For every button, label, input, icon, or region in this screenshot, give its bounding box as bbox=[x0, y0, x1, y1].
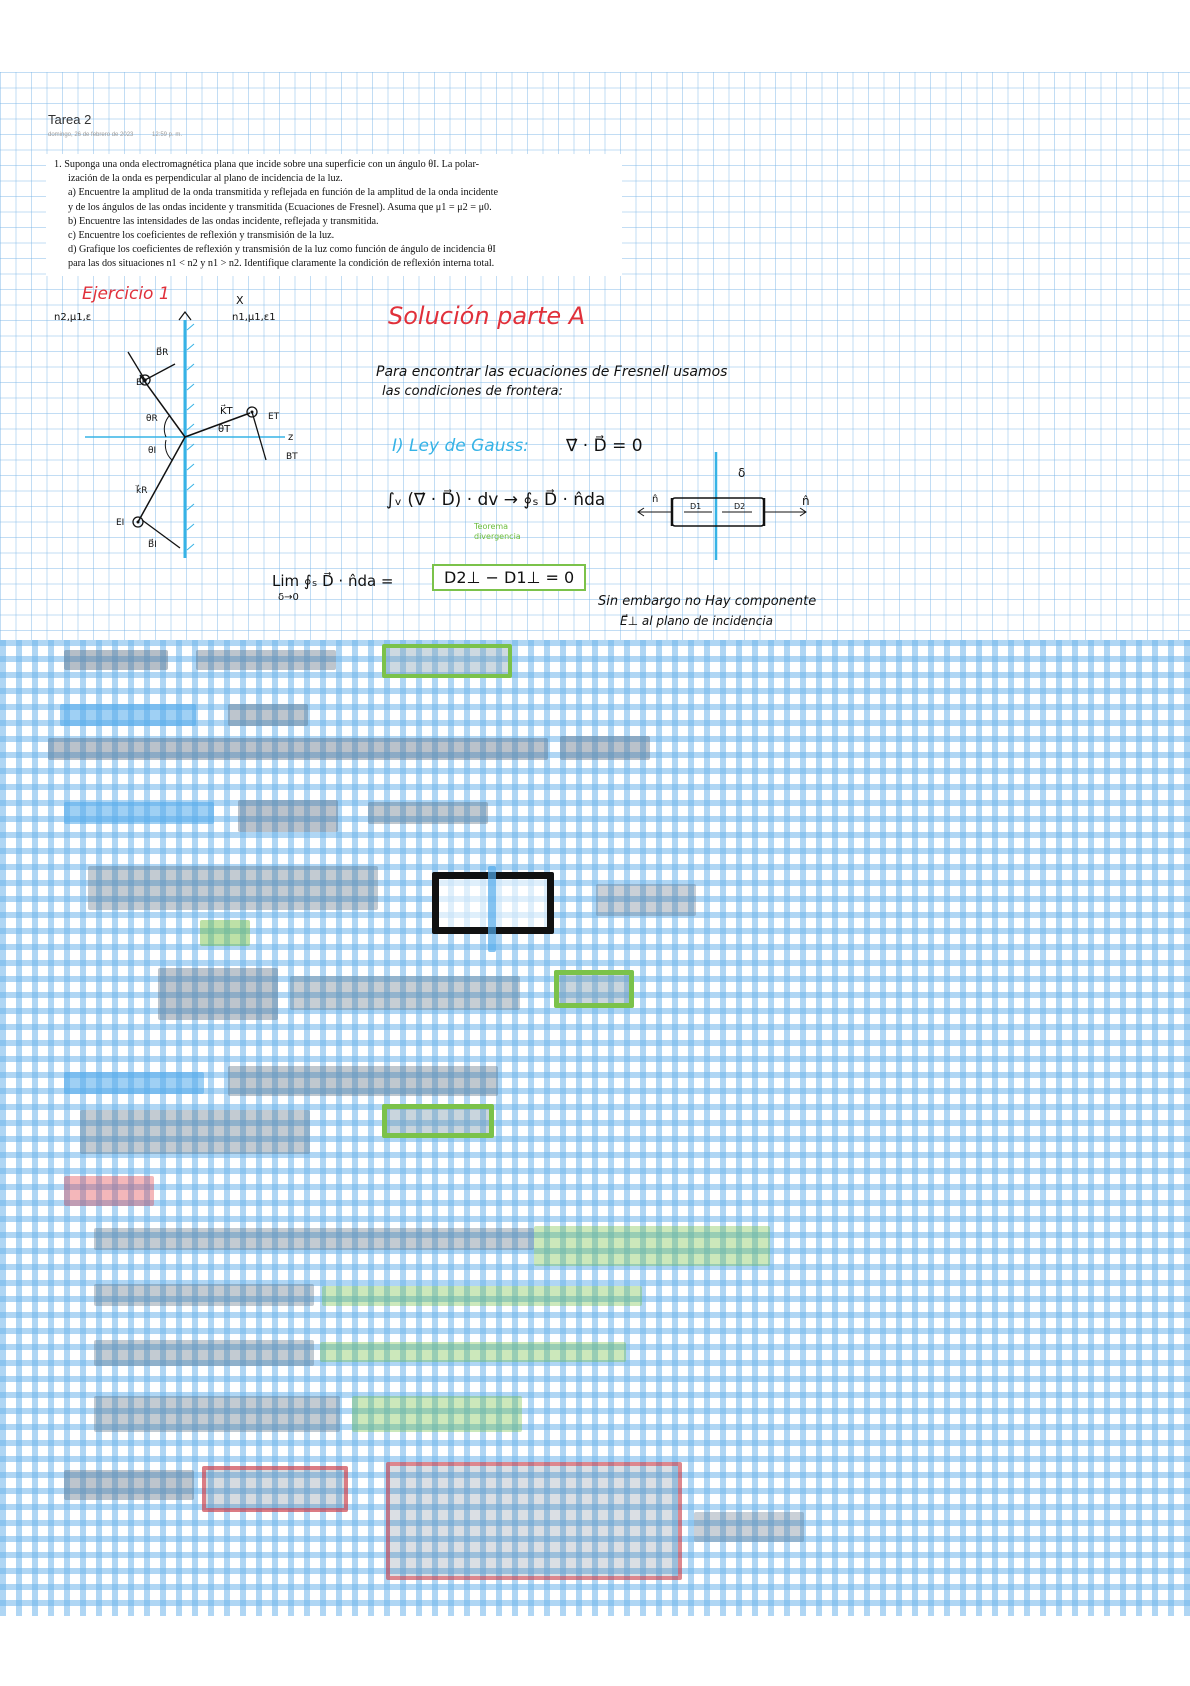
blurred-boxed-result bbox=[382, 1104, 494, 1138]
blurred-text bbox=[560, 736, 650, 760]
blurred-text bbox=[596, 884, 696, 916]
blurred-red-heading bbox=[64, 1176, 154, 1206]
problem-line: ización de la onda es perpendicular al plano de incidencia de la luz. bbox=[68, 173, 343, 185]
blurred-boxed-result bbox=[382, 644, 512, 678]
conclusion-line-2: E⃗⊥ al plano de incidencia bbox=[620, 614, 773, 628]
blurred-text bbox=[64, 650, 168, 670]
intro-line-2: las condiciones de frontera: bbox=[382, 384, 563, 399]
normal-left-label: n̂ bbox=[652, 494, 659, 505]
blurred-equation bbox=[290, 976, 520, 1010]
page-time: 12:59 p. m. bbox=[152, 132, 183, 138]
problem-line: a) Encuentre la amplitud de la onda transmitida y reflejada en función de la amplitud de la onda incidente bbox=[68, 187, 498, 199]
problem-line: c) Encuentre los coeficientes de reflexión y transmisión de la luz. bbox=[68, 230, 335, 242]
blurred-boxed-result bbox=[554, 970, 634, 1008]
blurred-text bbox=[228, 704, 308, 726]
medium-left-label: n2,μ1,ε bbox=[54, 312, 92, 323]
solution-title: Solución parte A bbox=[388, 302, 586, 330]
ei-label: EI bbox=[116, 518, 125, 528]
page-date: domingo, 26 de febrero de 2023 bbox=[48, 132, 134, 138]
kr-label: k⃗R bbox=[136, 486, 148, 496]
d2-label: D2 bbox=[734, 502, 746, 511]
blurred-equation bbox=[158, 968, 278, 1020]
integral-equation: ∫ᵥ (∇⃗ · D⃗) · dv → ∮ₛ D⃗ · n̂da bbox=[386, 490, 606, 510]
bt-label: BT bbox=[286, 452, 298, 462]
theta-r-label: θR bbox=[146, 414, 158, 424]
problem-line: 1. Suponga una onda electromagnética plana que incide sobre una superficie con un ángulo θI. La polar- bbox=[54, 159, 480, 170]
conclusion-line-1: Sin embargo no Hay componente bbox=[598, 594, 817, 609]
et-label: ET bbox=[268, 412, 280, 422]
medium-right-label: n1,μ1,ε1 bbox=[232, 312, 276, 323]
blurred-text bbox=[80, 1110, 310, 1154]
blurred-list-item bbox=[94, 1396, 340, 1432]
reflection-diagram bbox=[70, 300, 330, 560]
problem-line: y de los ángulos de las ondas incidente y transmitida (Ecuaciones de Fresnel). Asuma que μ1 = μ2 = μ0. bbox=[68, 201, 492, 213]
blurred-heading bbox=[64, 802, 214, 824]
theta-t-label: θT bbox=[218, 424, 231, 435]
blurred-text bbox=[694, 1512, 804, 1542]
result-box: D2⊥ − D1⊥ = 0 bbox=[432, 564, 586, 591]
limit-equation: Lim ∮ₛ D⃗ · n̂da = bbox=[272, 572, 394, 590]
blurred-heading bbox=[64, 1072, 204, 1094]
blurred-equation-system bbox=[386, 1462, 682, 1580]
blurred-text bbox=[64, 1470, 194, 1500]
exercise-label: Ejercicio 1 bbox=[82, 284, 170, 304]
blurred-text bbox=[238, 800, 338, 832]
bi-label: B⃗I bbox=[148, 540, 157, 550]
blurred-list-item bbox=[94, 1340, 314, 1366]
problem-line: d) Grafique los coeficientes de reflexión y transmisión de la luz como función de ángulo de incidencia θI bbox=[68, 244, 496, 256]
blurred-red-box bbox=[202, 1466, 348, 1512]
blurred-text bbox=[368, 802, 488, 824]
blurred-list-item bbox=[94, 1284, 314, 1306]
blurred-green-note bbox=[200, 920, 250, 946]
blurred-green-note bbox=[534, 1226, 770, 1266]
intro-line-1: Para encontrar las ecuaciones de Fresnell usamos bbox=[376, 364, 728, 380]
normal-right-label: n̂ bbox=[802, 494, 810, 508]
problem-statement bbox=[46, 154, 622, 276]
er-label: ER bbox=[136, 378, 148, 388]
limit-subscript: δ→0 bbox=[278, 592, 299, 603]
blurred-text bbox=[196, 650, 336, 670]
problem-line: b) Encuentre las intensidades de las ondas incidente, reflejada y transmitida. bbox=[68, 215, 379, 227]
blurred-green-note bbox=[352, 1396, 522, 1432]
gauss-equation: ∇⃗ · D⃗ = 0 bbox=[566, 436, 643, 456]
blurred-text bbox=[48, 738, 548, 760]
gauss-law-label: I) Ley de Gauss: bbox=[392, 436, 529, 456]
problem-line: para las dos situaciones n1 < n2 y n1 > n2. Identifique claramente la condición de reflexión interna total. bbox=[68, 258, 495, 270]
blurred-list-item bbox=[94, 1228, 534, 1250]
x-axis-label: X bbox=[236, 294, 244, 307]
pillbox-diagram bbox=[636, 452, 816, 562]
d1-label: D1 bbox=[690, 502, 702, 511]
blurred-green-note bbox=[320, 1342, 626, 1362]
blurred-green-note bbox=[322, 1286, 642, 1306]
kt-label: K⃗T bbox=[220, 406, 233, 417]
blurred-surface bbox=[488, 866, 496, 952]
blurred-equation bbox=[88, 866, 378, 910]
theorem-label-1: Teorema bbox=[474, 522, 509, 531]
blurred-equation bbox=[228, 1066, 498, 1096]
blurred-heading bbox=[60, 704, 196, 726]
theorem-label-2: divergencia bbox=[474, 532, 521, 541]
page-title: Tarea 2 bbox=[48, 112, 92, 127]
delta-label: δ bbox=[738, 466, 746, 480]
theta-i-label: θI bbox=[148, 446, 157, 456]
z-axis-label: z bbox=[288, 432, 294, 443]
br-label: B⃗R bbox=[156, 348, 169, 358]
